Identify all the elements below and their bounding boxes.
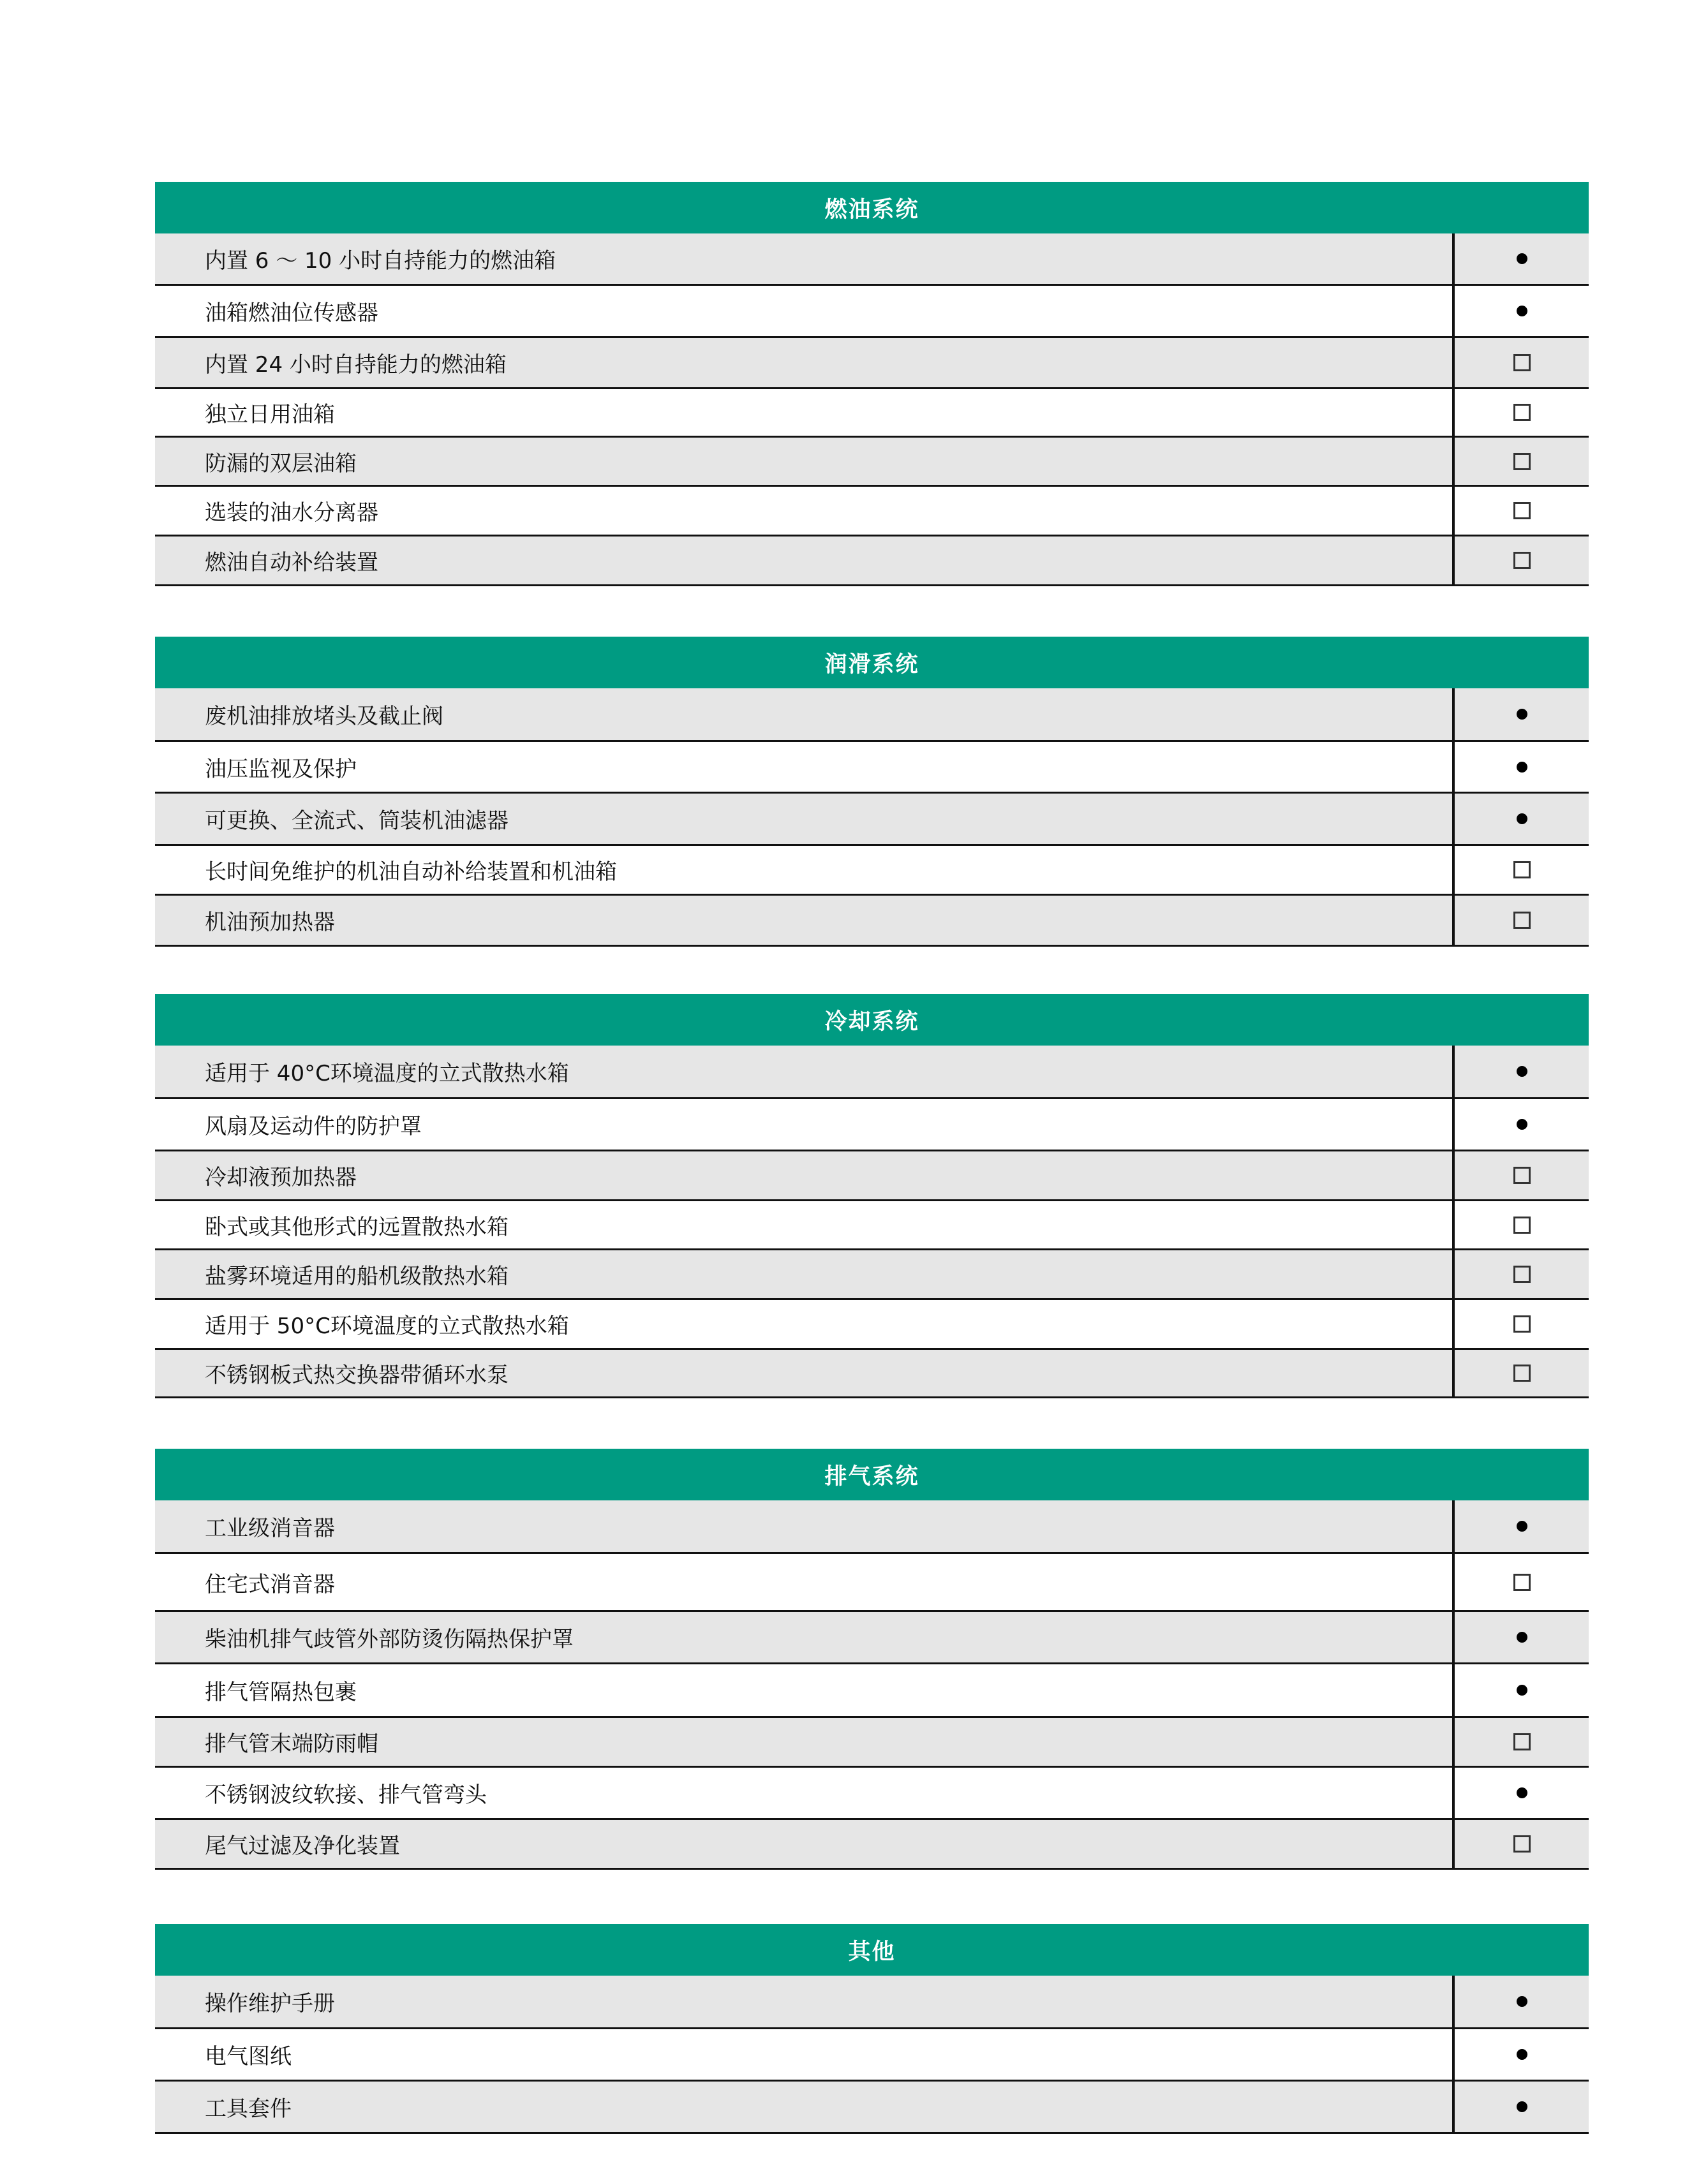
table-row <box>155 1612 1589 1664</box>
availability-cell <box>1455 1768 1589 1818</box>
availability-cell <box>1455 1300 1589 1348</box>
table-row <box>155 1300 1589 1350</box>
table-row <box>155 536 1589 586</box>
feature-label: 油箱燃油位传感器 <box>155 286 1455 336</box>
feature-label: 废机油排放堵头及截止阀 <box>155 688 1455 740</box>
standard-bullet-icon <box>1517 2049 1527 2060</box>
availability-cell <box>1455 1250 1589 1298</box>
optional-square-icon <box>1513 1266 1531 1283</box>
spec-section-0 <box>155 182 1589 586</box>
standard-bullet-icon <box>1517 1787 1527 1798</box>
standard-bullet-icon <box>1517 306 1527 316</box>
optional-square-icon <box>1513 912 1531 929</box>
table-row <box>155 794 1589 846</box>
optional-square-icon <box>1513 453 1531 470</box>
standard-bullet-icon <box>1517 1632 1527 1643</box>
table-row <box>155 1350 1589 1398</box>
section-header <box>155 1924 1589 1976</box>
availability-cell <box>1455 688 1589 740</box>
section-rows <box>155 688 1589 947</box>
standard-bullet-icon <box>1517 1119 1527 1130</box>
standard-bullet-icon <box>1517 709 1527 720</box>
feature-label: 选装的油水分离器 <box>155 487 1455 535</box>
spec-section-1 <box>155 637 1589 947</box>
feature-label: 燃油自动补给装置 <box>155 536 1455 584</box>
spec-section-3 <box>155 1449 1589 1870</box>
feature-label: 冷却液预加热器 <box>155 1151 1455 1199</box>
table-row <box>155 1554 1589 1612</box>
availability-cell <box>1455 896 1589 945</box>
table-row <box>155 338 1589 389</box>
section-title: 排气系统 <box>824 1463 919 1490</box>
feature-label: 不锈钢板式热交换器带循环水泵 <box>155 1350 1455 1396</box>
spec-section-2 <box>155 994 1589 1398</box>
table-row <box>155 1768 1589 1820</box>
optional-square-icon <box>1513 404 1531 421</box>
table-row <box>155 1046 1589 1099</box>
feature-label: 排气管末端防雨帽 <box>155 1718 1455 1766</box>
feature-label: 内置 24 小时自持能力的燃油箱 <box>155 338 1455 387</box>
availability-cell <box>1455 1350 1589 1396</box>
table-row <box>155 233 1589 286</box>
section-rows <box>155 1976 1589 2134</box>
feature-label: 尾气过滤及净化装置 <box>155 1820 1455 1868</box>
availability-cell <box>1455 742 1589 792</box>
availability-cell <box>1455 338 1589 387</box>
feature-label: 独立日用油箱 <box>155 389 1455 436</box>
table-row <box>155 1976 1589 2029</box>
section-header <box>155 994 1589 1046</box>
section-header <box>155 182 1589 233</box>
availability-cell <box>1455 2082 1589 2132</box>
optional-square-icon <box>1513 1835 1531 1853</box>
standard-bullet-icon <box>1517 2101 1527 2112</box>
optional-square-icon <box>1513 1574 1531 1591</box>
standard-bullet-icon <box>1517 1066 1527 1077</box>
availability-cell <box>1455 1554 1589 1610</box>
standard-bullet-icon <box>1517 1685 1527 1696</box>
optional-square-icon <box>1513 354 1531 371</box>
table-row <box>155 1500 1589 1554</box>
feature-label: 风扇及运动件的防护罩 <box>155 1099 1455 1150</box>
availability-cell <box>1455 1099 1589 1150</box>
table-row <box>155 1201 1589 1250</box>
table-row <box>155 2029 1589 2082</box>
availability-cell <box>1455 794 1589 844</box>
optional-square-icon <box>1513 1167 1531 1184</box>
feature-label: 适用于 50°C环境温度的立式散热水箱 <box>155 1300 1455 1348</box>
availability-cell <box>1455 1046 1589 1097</box>
table-row <box>155 2082 1589 2134</box>
feature-label: 操作维护手册 <box>155 1976 1455 2027</box>
table-row <box>155 487 1589 536</box>
availability-cell <box>1455 1201 1589 1248</box>
table-row <box>155 1820 1589 1870</box>
standard-bullet-icon <box>1517 1996 1527 2007</box>
section-rows <box>155 1046 1589 1398</box>
standard-bullet-icon <box>1517 253 1527 264</box>
availability-cell <box>1455 1500 1589 1552</box>
table-row <box>155 286 1589 338</box>
table-row <box>155 438 1589 487</box>
feature-label: 工业级消音器 <box>155 1500 1455 1552</box>
feature-label: 可更换、全流式、筒装机油滤器 <box>155 794 1455 844</box>
feature-label: 油压监视及保护 <box>155 742 1455 792</box>
table-row <box>155 389 1589 438</box>
availability-cell <box>1455 233 1589 284</box>
table-row <box>155 1250 1589 1300</box>
availability-cell <box>1455 1612 1589 1662</box>
table-row <box>155 846 1589 896</box>
feature-label: 长时间免维护的机油自动补给装置和机油箱 <box>155 846 1455 894</box>
section-rows <box>155 233 1589 586</box>
availability-cell <box>1455 1820 1589 1868</box>
table-row <box>155 688 1589 742</box>
availability-cell <box>1455 846 1589 894</box>
availability-cell <box>1455 536 1589 584</box>
feature-label: 盐雾环境适用的船机级散热水箱 <box>155 1250 1455 1298</box>
availability-cell <box>1455 389 1589 436</box>
table-row <box>155 742 1589 794</box>
optional-square-icon <box>1513 1217 1531 1234</box>
section-title: 其他 <box>848 1939 896 1965</box>
table-row <box>155 1151 1589 1201</box>
feature-label: 机油预加热器 <box>155 896 1455 945</box>
feature-label: 排气管隔热包裹 <box>155 1664 1455 1716</box>
standard-bullet-icon <box>1517 762 1527 773</box>
availability-cell <box>1455 438 1589 485</box>
section-title: 燃油系统 <box>824 196 919 223</box>
availability-cell <box>1455 1976 1589 2027</box>
feature-label: 柴油机排气歧管外部防烫伤隔热保护罩 <box>155 1612 1455 1662</box>
table-row <box>155 896 1589 947</box>
optional-square-icon <box>1513 861 1531 878</box>
optional-square-icon <box>1513 552 1531 569</box>
section-header <box>155 1449 1589 1500</box>
feature-label: 防漏的双层油箱 <box>155 438 1455 485</box>
availability-cell <box>1455 487 1589 535</box>
availability-cell <box>1455 1664 1589 1716</box>
section-header <box>155 637 1589 688</box>
section-title: 润滑系统 <box>824 651 919 677</box>
table-row <box>155 1664 1589 1718</box>
table-row <box>155 1718 1589 1768</box>
section-title: 冷却系统 <box>824 1009 919 1035</box>
spec-section-4 <box>155 1924 1589 2134</box>
optional-square-icon <box>1513 1733 1531 1750</box>
optional-square-icon <box>1513 502 1531 519</box>
availability-cell <box>1455 1718 1589 1766</box>
feature-label: 内置 6 ～ 10 小时自持能力的燃油箱 <box>155 233 1455 284</box>
availability-cell <box>1455 286 1589 336</box>
feature-label: 不锈钢波纹软接、排气管弯头 <box>155 1768 1455 1818</box>
feature-label: 卧式或其他形式的远置散热水箱 <box>155 1201 1455 1248</box>
feature-label: 电气图纸 <box>155 2029 1455 2080</box>
availability-cell <box>1455 1151 1589 1199</box>
optional-square-icon <box>1513 1315 1531 1333</box>
optional-square-icon <box>1513 1365 1531 1382</box>
standard-bullet-icon <box>1517 1521 1527 1532</box>
feature-label: 工具套件 <box>155 2082 1455 2132</box>
feature-label: 住宅式消音器 <box>155 1554 1455 1610</box>
feature-label: 适用于 40°C环境温度的立式散热水箱 <box>155 1046 1455 1097</box>
table-row <box>155 1099 1589 1151</box>
standard-bullet-icon <box>1517 813 1527 824</box>
section-rows <box>155 1500 1589 1870</box>
availability-cell <box>1455 2029 1589 2080</box>
